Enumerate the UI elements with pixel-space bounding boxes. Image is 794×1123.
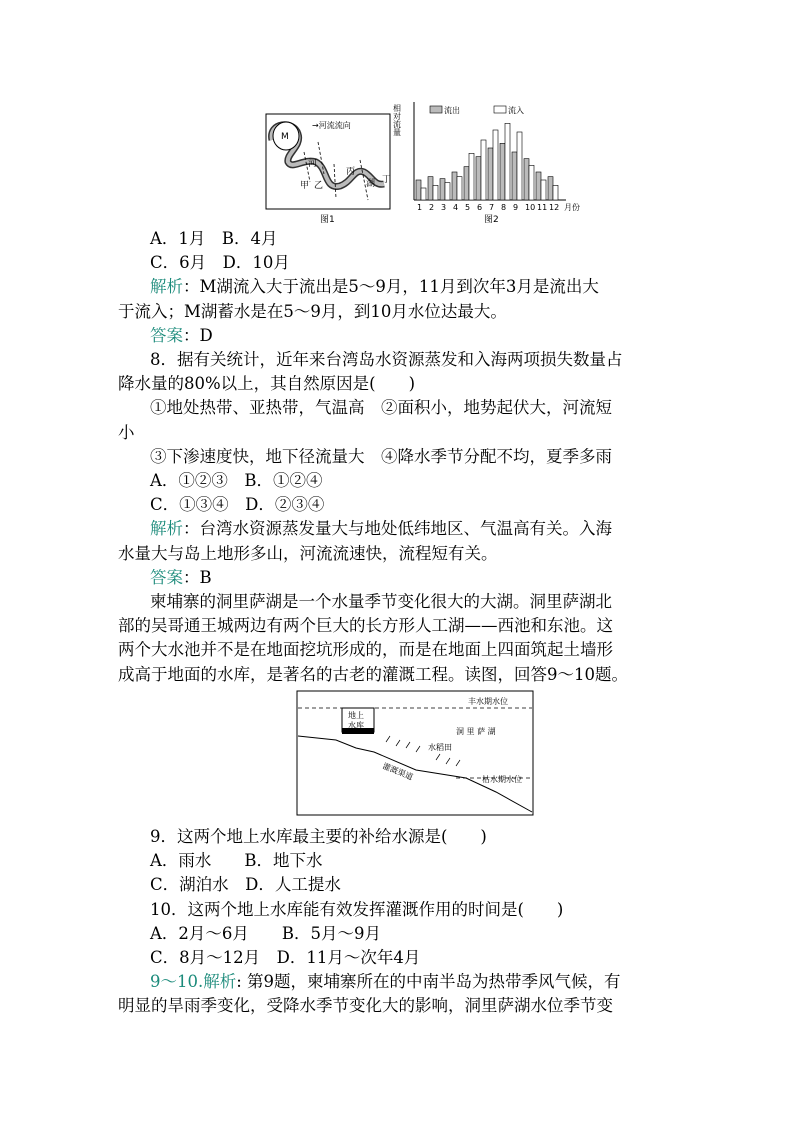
bar-out-6 [476, 157, 481, 200]
label-answer: 答案 [150, 325, 183, 345]
bar-in-11 [541, 180, 546, 200]
label-analysis: 解析 [150, 277, 183, 297]
fig3-lake: 洞 里 萨 湖 [456, 727, 496, 736]
text-line: 解析：台湾水资源蒸发量大与地处低纬地区、气温高有关。入海 [150, 519, 612, 539]
text-line: 9．这两个地上水库最主要的补给水源是( ) [150, 827, 487, 846]
x-tick-label: 11 [537, 203, 548, 212]
bar-out-2 [428, 177, 433, 200]
label-analysis: 解析 [150, 519, 183, 539]
bar-in-6 [481, 140, 486, 200]
fig3-reservoir-2: 水库 [348, 721, 364, 730]
bar-out-10 [524, 159, 529, 200]
x-tick-label: 5 [465, 203, 471, 212]
text-line: A．1月 B．4月 [150, 229, 278, 248]
text-line: 部的吴哥通王城两边有两个巨大的长方形人工湖——西池和东池。这 [118, 616, 613, 636]
text-line: 降水量的80%以上，其自然原因是( ) [118, 374, 416, 394]
bar-in-9 [517, 132, 522, 200]
fig3-high-water: 丰水期水位 [468, 697, 508, 706]
fig1-m: M [281, 132, 289, 142]
label-analysis: 9～10.解析 [150, 972, 237, 992]
bar-out-8 [500, 143, 505, 200]
bar-in-10 [529, 165, 534, 200]
bar-out-1 [416, 180, 421, 200]
fig2-ylabel: 相对流量 [392, 104, 402, 136]
figure-2-chart [392, 96, 596, 226]
text-line: 10．这两个地上水库能有效发挥灌溉作用的时间是( ) [150, 899, 564, 919]
text-line: 柬埔寨的洞里萨湖是一个水量季节变化很大的大湖。洞里萨湖北 [150, 592, 612, 611]
fig3-low-water: 枯水期水位 [482, 775, 522, 784]
fig2-xunit: 月份 [564, 203, 580, 212]
text-line: ③下渗速度快，地下径流量大 ④降水季节分配不均，夏季多雨 [150, 446, 612, 466]
bar-out-4 [452, 172, 457, 200]
text-line: 答案：D [150, 325, 213, 345]
fig1-he: 河 [308, 159, 318, 169]
x-tick-label: 12 [549, 203, 560, 212]
bar-in-8 [505, 123, 510, 200]
fig1-lake: 湖 [366, 179, 376, 189]
text-line: C．①③④ D．②③④ [150, 495, 325, 515]
bar-in-4 [457, 177, 462, 200]
fig1-caption: 图1 [320, 215, 335, 225]
x-tick-label: 6 [477, 203, 483, 212]
x-tick-label: 3 [441, 203, 447, 212]
text-line: 水量大与岛上地形多山，河流流速快，流程短有关。 [118, 543, 498, 563]
legend-out-label: 流出 [444, 106, 460, 115]
bar-in-3 [445, 183, 450, 200]
figure-3-section [296, 690, 534, 816]
text-line: 明显的旱雨季变化，受降水季节变化大的影响，洞里萨湖水位季节变 [118, 996, 613, 1016]
text-line: A．2月～6月 B．5月～9月 [150, 923, 382, 943]
text-line: 于流入；M湖蓄水是在5～9月，到10月水位达最大。 [118, 301, 507, 321]
fig1-jia: 甲 [300, 181, 310, 191]
legend-out-swatch [430, 106, 442, 113]
x-tick-label: 1 [417, 203, 423, 212]
text-line: A．①②③ B．①②④ [150, 471, 323, 490]
text-line: ①地处热带、亚热带，气温高 ②面积小，地势起伏大，河流短 [150, 398, 612, 418]
x-tick-label: 7 [489, 203, 495, 212]
text-line: 解析：M湖流入大于流出是5～9月，11月到次年3月是流出大 [150, 277, 599, 297]
fig3-canal: 灌溉渠道 [381, 761, 415, 782]
bar-out-9 [512, 152, 517, 200]
x-tick-label: 2 [429, 203, 435, 212]
legend-in-label: 流入 [508, 106, 524, 115]
bar-out-3 [440, 179, 445, 200]
legend-in-swatch [494, 106, 506, 113]
fig1-arrow-label: →河流流向 [312, 121, 351, 130]
fig3-reservoir-1: 地上 [348, 711, 364, 720]
fig1-ding: 丁 [382, 175, 392, 185]
bar-in-7 [493, 130, 498, 200]
x-tick-label: 10 [525, 203, 536, 212]
bar-out-12 [548, 177, 553, 200]
label-answer: 答案 [150, 567, 183, 587]
text-line: 答案：B [150, 567, 212, 587]
fig1-yi: 乙 [314, 181, 324, 191]
text-line: C．8月～12月 D．11月～次年4月 [150, 948, 421, 967]
text-line: 8．据有关统计，近年来台湾岛水资源蒸发和入海两项损失数量占 [150, 350, 623, 369]
text-line: 小 [118, 422, 135, 442]
bar-in-5 [469, 153, 474, 200]
figure-1-map [264, 112, 394, 224]
bar-in-1 [421, 188, 426, 200]
bar-out-5 [464, 167, 469, 200]
fig1-bing: 丙 [346, 167, 356, 177]
text-line: C．湖泊水 D．人工提水 [150, 875, 341, 895]
bar-in-12 [553, 185, 558, 200]
bar-in-2 [433, 185, 438, 200]
x-tick-label: 9 [513, 203, 519, 212]
text-line: C．6月 D．10月 [150, 253, 290, 273]
text-line: 两个大水池并不是在地面挖坑形成的，而是在地面上四面筑起土墙形 [118, 640, 613, 660]
x-tick-label: 8 [501, 203, 507, 212]
fig3-paddy: 水稻田 [428, 743, 452, 752]
x-tick-label: 4 [453, 203, 459, 212]
fig2-caption: 图2 [484, 215, 499, 225]
text-line: A．雨水 B．地下水 [150, 851, 323, 871]
text-line: 9～10.解析: 第9题，柬埔寨所在的中南半岛为热带季风气候，有 [150, 972, 621, 992]
text-line: 成高于地面的水库，是著名的古老的灌溉工程。读图，回答9～10题。 [118, 664, 628, 684]
bar-out-11 [536, 172, 541, 200]
bar-out-7 [488, 148, 493, 200]
